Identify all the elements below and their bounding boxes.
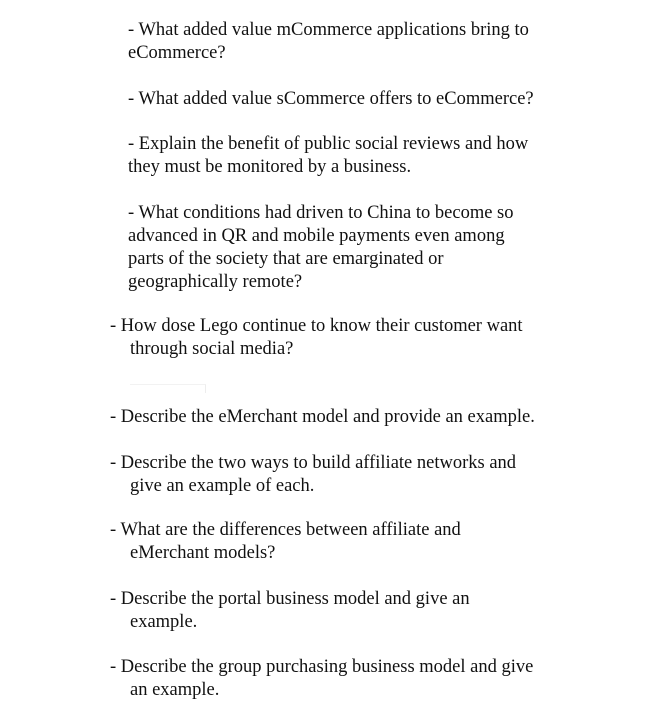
question-group-purchasing-model: - Describe the group purchasing business model and give an example. xyxy=(110,657,534,700)
question-emerchant-model: - Describe the eMerchant model and provide an example. xyxy=(110,407,535,427)
question-mcommerce-value: - What added value mCommerce applications bring to eCommerce? xyxy=(128,20,529,63)
question-affiliate-networks: - Describe the two ways to build affiliate networks and give an example of each. xyxy=(110,453,517,496)
question-affiliate-vs-emerchant: - What are the differences between affiliate and eMerchant models? xyxy=(110,520,461,563)
question-portal-model: - Describe the portal business model and give an example. xyxy=(110,589,470,632)
question-scommerce-value: - What added value sCommerce offers to eCommerce? xyxy=(128,89,534,109)
question-lego-social-media: - How dose Lego continue to know their customer want through social media? xyxy=(110,316,523,359)
question-social-reviews: - Explain the benefit of public social reviews and how they must be monitored by a business. xyxy=(128,134,529,177)
faint-scan-mark xyxy=(130,384,206,393)
question-china-qr-payments: - What conditions had driven to China to become so advanced in QR and mobile payments even among parts of the society that are emarginated or geographically remote? xyxy=(128,203,514,292)
